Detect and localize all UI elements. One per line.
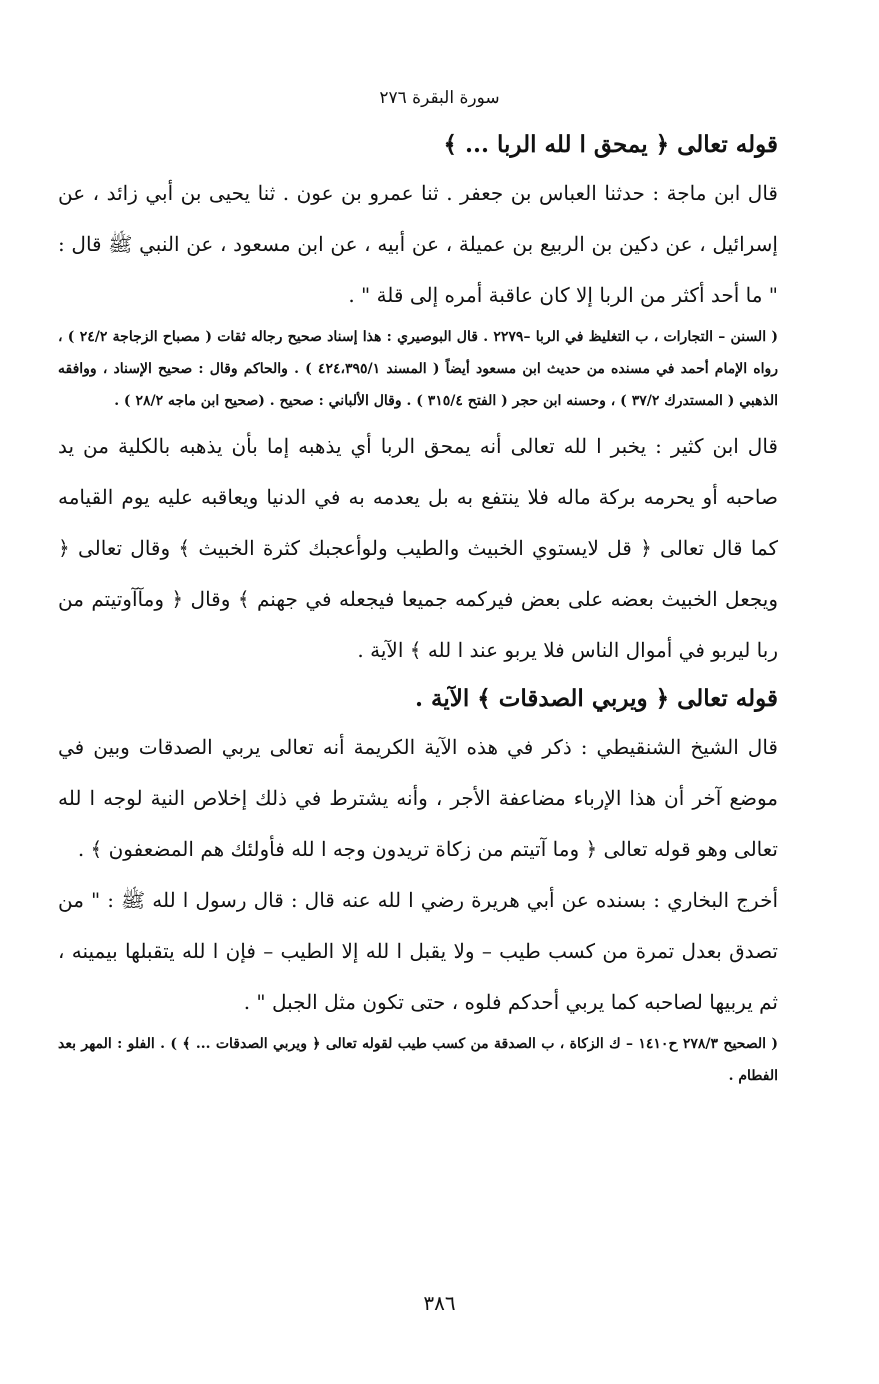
reference-note: ( السنن – التجارات ، ب التغليظ في الربا –٢٢٧٩ . قال البوصيري : هذا إسناد صحيح رجاله ثقات ( مصباح الزجاجة ٢٤/٢ ) ، رواه الإمام أحمد في مسنده من حديث ابن مسعود أيضاً ( المسند ٤٢٤،٣٩٥/١ ) . والحاكم وقال : صحيح الإسناد ، ووافقه الذهبي ( المستدرك ٣٧/٢ ) ، وحسنه ابن حجر ( الفتح ٣١٥/٤ ) . وقال الألباني : صحيح . (صحيح ابن ماجه ٢٨/٢ ) . <box>58 329 778 409</box>
running-header: سورة البقرة ٢٧٦ <box>379 88 500 108</box>
hadith-paragraph: قال ابن ماجة : حدثنا العباس بن جعفر . ثنا عمرو بن عون . ثنا يحيى بن أبي زائد ، عن إسرائيل ، عن دكين بن الربيع بن عميلة ، عن أبيه ، عن ابن مسعود ، عن النبي ﷺ قال : " ما أحد أكثر من الربا إلا كان عاقبة أمره إلى قلة " . <box>58 181 778 307</box>
hadith-paragraph: أخرج البخاري : بسنده عن أبي هريرة رضي ا لله عنه قال : قال رسول ا لله ﷺ : " من تصدق بعدل تمرة من كسب طيب – ولا يقبل ا لله إلا الطيب – فإن ا لله يتقبلها بيمينه ، ثم يربيها لصاحبه كما يربي أحدكم فلوه ، حتى تكون مثل الجبل " . <box>58 888 778 1014</box>
page-body <box>58 122 778 1096</box>
verse-heading: قوله تعالى ﴿ يمحق ا لله الربا ... ﴾ <box>443 131 778 158</box>
reference-note: ( الصحيح ٢٧٨/٣ ح١٤١٠ – ك الزكاة ، ب الصدقة من كسب طيب لقوله تعالى ﴿ ويربي الصدقات ... ﴾ ) . الفلو : المهر بعد الفطام . <box>58 1036 778 1084</box>
page-number: ٣٨٦ <box>423 1291 456 1315</box>
commentary-paragraph: قال ابن كثير : يخبر ا لله تعالى أنه يمحق الربا أي يذهبه إما بأن يذهبه بالكلية من يد صاحبه أو يحرمه بركة ماله فلا ينتفع به بل يعدمه به في الدنيا ويعاقبه عليه يوم القيامه كما قال تعالى ﴿ قل لايستوي الخبيث والطيب ولوأعجبك كثرة الخبيث ﴾ وقال تعالى ﴿ ويجعل الخبيث بعضه على بعض فيركمه جميعا فيجعله في جهنم ﴾ وقال ﴿ ومآآوتيتم من ربا ليربو في أموال الناس فلا يربو عند ا لله ﴾ الآية . <box>58 434 778 662</box>
verse-heading: قوله تعالى ﴿ ويربي الصدقات ﴾ الآية . <box>415 685 778 712</box>
commentary-paragraph: قال الشيخ الشنقيطي : ذكر في هذه الآية الكريمة أنه تعالى يربي الصدقات وبين في موضع آخر أن هذا الإرباء مضاعفة الأجر ، وأنه يشترط في ذلك إخلاص النية لوجه ا لله تعالى وهو قوله تعالى ﴿ وما آتيتم من زكاة تريدون وجه ا لله فأولئك هم المضعفون ﴾ . <box>58 735 778 861</box>
